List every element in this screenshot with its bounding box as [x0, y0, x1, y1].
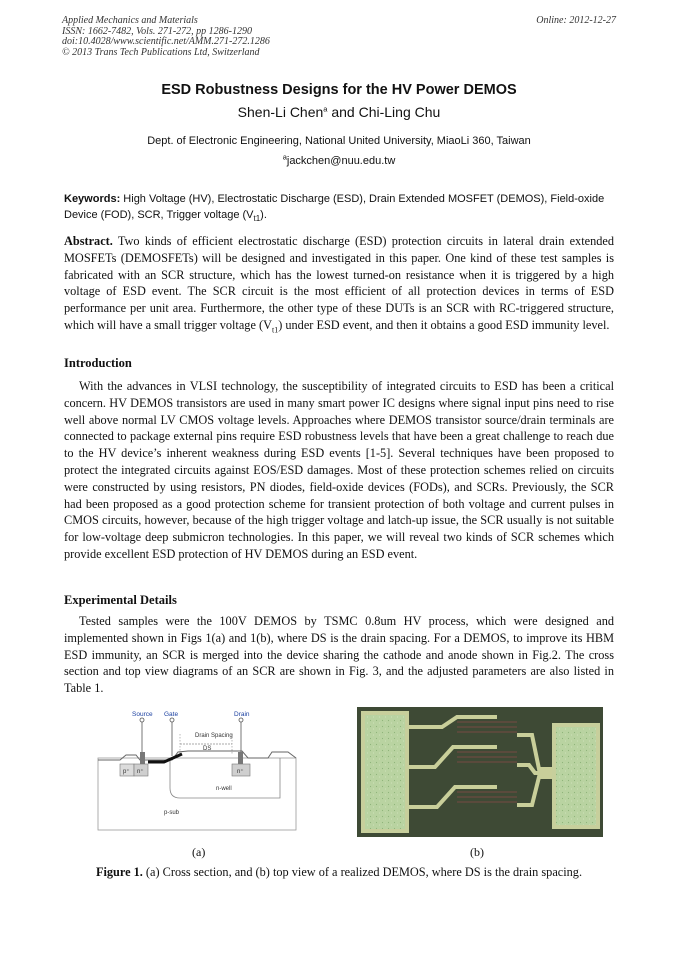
author-line — [0, 104, 678, 120]
finger — [457, 731, 517, 733]
source-label: Source — [132, 711, 153, 718]
keywords-text: High Voltage (HV), Electrostatic Discharge (ESD), Drain Extended MOSFET (DEMOS), Field-oxide Device (FOD), SCR, Trigger voltage (V — [64, 193, 605, 221]
figure-1-caption-label: Figure 1. — [95, 865, 143, 879]
abstract — [64, 233, 614, 334]
experimental-text: Tested samples were the 100V DEMOS by TSMC 0.8um HV process, which were designed and implemented shown in Figs 1(a) and 1(b), where DS is the drain spacing. For a DEMOS, to improve its HBM ESD immunity, an SCR is merged into the device sharing the cathode and anode shown in Fig.2. The cross section and top view diagrams of an SCR are shown in Fig. 3, and the adjusted parameters are also listed in Table 1. — [64, 614, 614, 696]
finger — [457, 756, 517, 758]
gate-label: Gate — [164, 711, 179, 718]
drain-spacing-label: Drain Spacing — [195, 733, 233, 739]
psub-label: p-sub — [164, 810, 180, 816]
paper-title: ESD Robustness Designs for the HV Power DEMOS — [161, 82, 517, 98]
drain-contact — [238, 752, 243, 764]
keywords-sub: t1 — [253, 214, 261, 224]
email-affil-mark: a — [282, 152, 287, 162]
source-terminal-node — [140, 718, 144, 722]
ds-label: DS — [203, 746, 212, 752]
keywords-label: Keywords: — [64, 193, 121, 205]
p-plus-label: p⁺ — [123, 769, 130, 775]
right-pad — [556, 727, 596, 825]
figure-1a-label: (a) — [192, 845, 206, 859]
finger — [457, 761, 517, 763]
author-rest: and Chi-Ling Chu — [327, 104, 441, 120]
nwell-label: n-well — [216, 786, 232, 792]
figure-1-caption — [84, 864, 594, 881]
finger — [457, 726, 517, 728]
issn-line: ISSN: 1662-7482, Vols. 271-272, pp 1286-1290 — [62, 25, 252, 37]
abstract-label: Abstract. — [64, 234, 113, 248]
figure-1-caption-text: (a) Cross section, and (b) top view of a realized DEMOS, where DS is the drain spacing. — [142, 865, 583, 879]
email-line — [0, 152, 678, 167]
introduction-heading: Introduction — [64, 356, 132, 370]
figure-1b-label: (b) — [470, 845, 484, 859]
author-first: Shen-Li Chen — [237, 104, 324, 120]
online-date: Online: 2012-12-27 — [536, 15, 616, 26]
affiliation: Dept. of Electronic Engineering, National United University, MiaoLi 360, Taiwan — [147, 135, 531, 147]
experimental-heading: Experimental Details — [64, 593, 177, 607]
drain-terminal-node — [239, 718, 243, 722]
finger — [457, 791, 517, 793]
finger — [457, 801, 517, 803]
keywords — [64, 191, 616, 223]
author-affil-mark: a — [323, 104, 328, 114]
finger — [457, 751, 517, 753]
keywords-end: ). — [260, 209, 267, 221]
source-contact — [140, 752, 145, 764]
surface-profile — [98, 751, 296, 760]
nwell-boundary — [170, 758, 280, 798]
journal-name: Applied Mechanics and Materials — [62, 15, 198, 26]
abstract-text: Two kinds of efficient electrostatic discharge (ESD) protection circuits in lateral drain extended MOSFETs (DEMOSFETs) will be designed and investigated in this paper. One kind of these test samples is fabricated with an SCR structure, which has the lowest turned-on resistance when it is triggered by a high voltage of ESD event. The SCR circuit is the most efficient of all protection devices in terms of ESD performance per unit area. Furthermore, the other type of these DUTs is an SCR with RC-triggered structure, which will have a small trigger voltage (V — [64, 234, 614, 332]
gate-terminal-node — [170, 718, 174, 722]
figure-1b-top-view — [357, 707, 603, 837]
doi-line: doi:10.4028/www.scientific.net/AMM.271-272.1286 — [62, 36, 270, 47]
left-pad — [365, 715, 405, 829]
journal-header — [62, 16, 616, 58]
abstract-end: ) under ESD event, and then it obtains a good ESD immunity level. — [278, 317, 610, 332]
drain-label: Drain — [234, 711, 250, 718]
introduction-text: With the advances in VLSI technology, the susceptibility of integrated circuits to ESD has been a critical concern. HV DEMOS transistors are used in many smart power IC designs where signal input pins need to rise well above normal LV CMOS voltage levels. Approaches where DEMOS transistor source/drain terminals are connected to package external pins require ESD robustness levels that have been a great challenge to reach due to the HV device’s inherent weakness during ESD events [1-5]. Several techniques have been proposed to protect the integrated circuits against EOS/ESD damages. Most of these protection schemes relied on circuits were constructed by using resistors, PN diodes, field-oxide devices (FODs), and SCRs. Previously, the SCR had been proposed as a good protection scheme for transient protection of both voltage and current pulses in CMOS circuits, however, because of the high trigger voltage and latch-up issue, the SCR usually is not suitable for low-voltage deep submicron technologies. In this paper, we will reveal two kinds of SCR schemes which provide excellent ESD protection of HV DEMOS during an ESD event. — [64, 379, 614, 561]
finger — [457, 796, 517, 798]
copyright-line: © 2013 Trans Tech Publications Ltd, Switzerland — [62, 46, 260, 58]
figure-1a-cross-section — [92, 706, 302, 836]
finger — [457, 721, 517, 723]
abstract-sub: t1 — [271, 325, 279, 335]
email-address: jackchen@nuu.edu.tw — [286, 155, 396, 167]
n-plus-source-label: n⁺ — [137, 769, 144, 775]
n-plus-drain-label: n⁺ — [237, 769, 244, 775]
